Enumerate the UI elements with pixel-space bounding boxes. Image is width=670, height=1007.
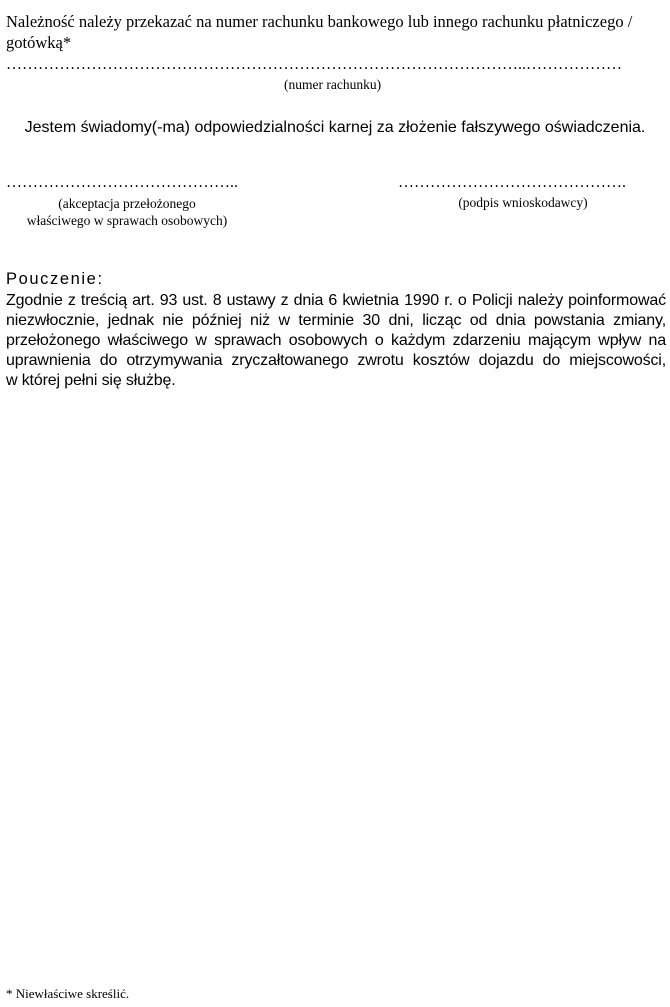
instruction-line: przełożonego właściwego w sprawach osobowych o każdym zdarzeniu mającym wpływ na — [6, 332, 666, 349]
applicant-signature-field: ……………………………………. — [398, 174, 626, 191]
instruction-heading: Pouczenie: — [6, 270, 104, 288]
supervisor-acceptance-field: …………………………………….. — [6, 174, 238, 191]
instruction-line: w której pełni się służbę. — [6, 372, 176, 389]
account-number-caption: (numer rachunku) — [284, 77, 382, 92]
applicant-signature-caption: (podpis wnioskodawcy) — [458, 195, 588, 210]
liability-declaration: Jestem świadomy(-ma) odpowiedzialności karnej za złożenie fałszywego oświadczenia. — [24, 119, 646, 136]
supervisor-caption-line-2: właściwego w sprawach osobowych) — [26, 213, 228, 228]
instruction-body — [6, 291, 666, 391]
instruction-line: niezwłocznie, jednak nie później niż w terminie 30 dni, licząc od dnia powstania zmiany, — [6, 312, 666, 329]
supervisor-caption-line-1: (akceptacja przełożonego — [58, 196, 196, 211]
supervisor-acceptance-caption — [0, 195, 254, 229]
footnote: * Niewłaściwe skreślić. — [6, 986, 130, 1001]
instruction-line: uprawnienia do otrzymywania zryczałtowanego zwrotu kosztów dojazdu do miejscowości, — [6, 352, 666, 369]
account-number-field: ……………………………………………………………………………………..……………… — [6, 56, 622, 73]
payment-instruction-line-continued: gotówką* — [6, 33, 72, 52]
payment-instruction-line: Należność należy przekazać na numer rachunku bankowego lub innego rachunku płatniczego / — [6, 12, 633, 31]
instruction-line: Zgodnie z treścią art. 93 ust. 8 ustawy z dnia 6 kwietnia 1990 r. o Policji należy poinformować — [6, 292, 666, 309]
